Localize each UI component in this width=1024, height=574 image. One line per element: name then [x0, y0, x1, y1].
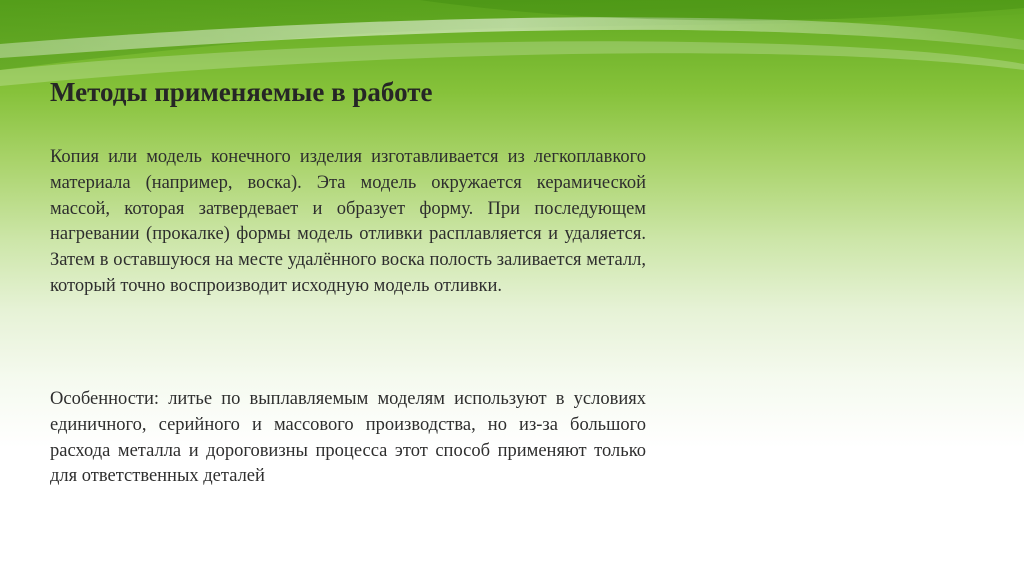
paragraph-method-description: Копия или модель конечного изделия изготавливается из легкоплавкого материала (например, воска). Эта модель окружается керамической массой, которая затвердевает и образует форму. При последующем нагревании (прокалке) формы модель отливки расплавляется и удаляется. Затем в оставшуюся на месте удалённого воска полость заливается металл, который точно воспроизводит исходную модель отливки. [50, 147, 646, 296]
paragraph-features: Особенности: литье по выплавляемым моделям используют в условиях единичного, серийного и массового производства, но из-за большого расхода металла и дороговизны процесса этот способ применяют только для ответственных деталей [50, 389, 646, 487]
slide-title: Методы применяемые в работе [50, 77, 433, 107]
